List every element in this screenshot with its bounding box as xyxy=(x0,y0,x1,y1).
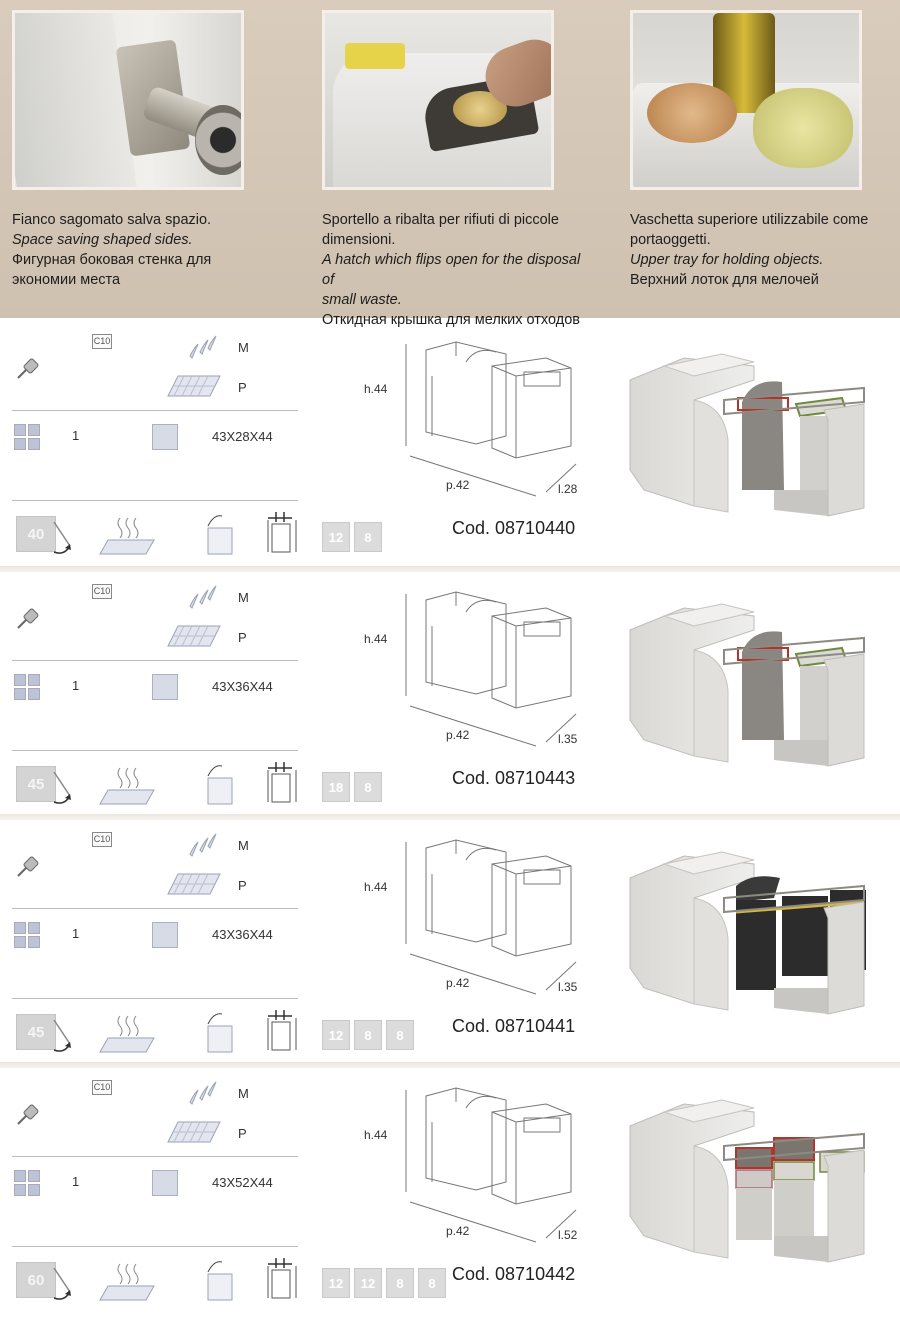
bin-frame-icon xyxy=(262,1256,302,1302)
lid-icon xyxy=(204,1010,236,1054)
product-row xyxy=(0,322,900,562)
feature-upper-tray xyxy=(630,10,892,290)
open-arrow-icon xyxy=(50,1018,76,1054)
feature-shaped-sides xyxy=(12,10,274,290)
open-arrow-icon xyxy=(50,520,76,556)
divider xyxy=(12,660,298,661)
depth-label: p.42 xyxy=(446,1224,470,1238)
capacity-badge: 45 xyxy=(16,1014,56,1050)
lid-icon xyxy=(204,512,236,556)
surface-grid-icon xyxy=(166,374,222,398)
box-dimensions: 43X36X44 xyxy=(212,927,273,942)
divider xyxy=(12,750,298,751)
product-code: Cod. 08710440 xyxy=(452,518,576,538)
brush-icon xyxy=(14,1100,42,1128)
dimension-sketch xyxy=(396,586,592,754)
caption-line: Space saving shaped sides. xyxy=(12,232,193,248)
package-icon xyxy=(14,424,40,450)
caption-line: Откидная крышка для мелких отходов xyxy=(322,312,580,328)
surface-grid-icon xyxy=(166,872,222,896)
feature-band xyxy=(0,0,900,328)
package-icon xyxy=(14,1170,40,1196)
height-label: h.44 xyxy=(364,632,388,646)
hinge-photo xyxy=(12,10,244,190)
surface-grid-icon xyxy=(166,1120,222,1144)
divider xyxy=(12,410,298,411)
brush-icon xyxy=(14,604,42,632)
box-icon xyxy=(152,1170,178,1196)
c10-icon: C10 xyxy=(92,1080,112,1095)
dimension-sketch xyxy=(396,1082,592,1250)
feature-caption xyxy=(12,210,274,290)
capacity-badge: 40 xyxy=(16,516,56,552)
waste-bin-product-image xyxy=(624,590,868,774)
open-arrow-icon xyxy=(50,1266,76,1302)
hatch-photo xyxy=(322,10,554,190)
caption-line: Верхний лоток для мелочей xyxy=(630,272,819,288)
product-code: Cod. 08710442 xyxy=(452,1264,576,1284)
dimension-sketch xyxy=(396,834,592,1002)
bin-frame-icon xyxy=(262,510,302,556)
bin-size-badge: 8 xyxy=(354,772,382,802)
box-icon xyxy=(152,424,178,450)
label-m: M xyxy=(238,1086,249,1101)
bin-size-badge: 12 xyxy=(322,1020,350,1050)
brush-icon xyxy=(14,852,42,880)
label-p: P xyxy=(238,380,247,395)
steam-icon xyxy=(98,514,158,556)
box-dimensions: 43X36X44 xyxy=(212,679,273,694)
product-row xyxy=(0,820,900,1060)
water-drops-icon xyxy=(184,830,220,860)
quantity: 1 xyxy=(72,678,80,693)
quantity: 1 xyxy=(72,1174,80,1189)
width-label: l.28 xyxy=(558,482,578,496)
steam-icon xyxy=(98,764,158,806)
bin-size-badge: 8 xyxy=(354,522,382,552)
bin-size-badge: 12 xyxy=(322,1268,350,1298)
capacity-badge: 45 xyxy=(16,766,56,802)
lid-icon xyxy=(204,762,236,806)
label-m: M xyxy=(238,590,249,605)
dimension-sketch xyxy=(396,336,592,504)
bin-size-badge: 8 xyxy=(386,1020,414,1050)
caption-line: экономии места xyxy=(12,272,121,288)
steam-icon xyxy=(98,1012,158,1054)
water-drops-icon xyxy=(184,582,220,612)
water-drops-icon xyxy=(184,332,220,362)
divider xyxy=(12,908,298,909)
depth-label: p.42 xyxy=(446,728,470,742)
bin-size-badge: 12 xyxy=(354,1268,382,1298)
width-label: l.52 xyxy=(558,1228,578,1242)
brush-icon xyxy=(14,354,42,382)
bin-size-badge: 12 xyxy=(322,522,350,552)
bin-size-badge: 8 xyxy=(418,1268,446,1298)
divider xyxy=(12,500,298,501)
width-label: l.35 xyxy=(558,980,578,994)
product-code: Cod. 08710441 xyxy=(452,1016,576,1036)
c10-icon: C10 xyxy=(92,334,112,349)
caption-line: A hatch which flips open for the disposal of xyxy=(322,252,581,288)
caption-line: Vaschetta superiore utilizzabile come xyxy=(630,212,869,228)
bin-size-badge: 8 xyxy=(354,1020,382,1050)
label-p: P xyxy=(238,630,247,645)
package-icon xyxy=(14,674,40,700)
height-label: h.44 xyxy=(364,382,388,396)
waste-bin-product-image xyxy=(624,340,868,524)
lid-icon xyxy=(204,1258,236,1302)
caption-line: Sportello a ribalta per rifiuti di piccole xyxy=(322,212,559,228)
box-icon xyxy=(152,922,178,948)
feature-caption xyxy=(630,210,892,290)
divider xyxy=(12,1246,298,1247)
feature-hatch xyxy=(322,10,584,330)
product-code: Cod. 08710443 xyxy=(452,768,576,788)
product-row xyxy=(0,572,900,812)
label-m: M xyxy=(238,838,249,853)
label-m: M xyxy=(238,340,249,355)
label-p: P xyxy=(238,1126,247,1141)
bin-frame-icon xyxy=(262,760,302,806)
depth-label: p.42 xyxy=(446,976,470,990)
steam-icon xyxy=(98,1260,158,1302)
waste-bin-product-image xyxy=(624,838,868,1022)
quantity: 1 xyxy=(72,926,80,941)
divider xyxy=(12,998,298,999)
caption-line: Upper tray for holding objects. xyxy=(630,252,824,268)
package-icon xyxy=(14,922,40,948)
tray-photo xyxy=(630,10,862,190)
open-arrow-icon xyxy=(50,770,76,806)
caption-line: portaoggetti. xyxy=(630,232,711,248)
product-row xyxy=(0,1068,900,1308)
height-label: h.44 xyxy=(364,880,388,894)
label-p: P xyxy=(238,878,247,893)
box-dimensions: 43X52X44 xyxy=(212,1175,273,1190)
caption-line: dimensioni. xyxy=(322,232,396,248)
caption-line: small waste. xyxy=(322,292,402,308)
box-dimensions: 43X28X44 xyxy=(212,429,273,444)
caption-line: Фигурная боковая стенка для xyxy=(12,252,212,268)
bin-size-badge: 18 xyxy=(322,772,350,802)
feature-caption xyxy=(322,210,584,330)
c10-icon: C10 xyxy=(92,584,112,599)
c10-icon: C10 xyxy=(92,832,112,847)
capacity-badge: 60 xyxy=(16,1262,56,1298)
bin-frame-icon xyxy=(262,1008,302,1054)
waste-bin-product-image xyxy=(624,1086,868,1270)
depth-label: p.42 xyxy=(446,478,470,492)
height-label: h.44 xyxy=(364,1128,388,1142)
caption-line: Fianco sagomato salva spazio. xyxy=(12,212,212,228)
water-drops-icon xyxy=(184,1078,220,1108)
bin-size-badge: 8 xyxy=(386,1268,414,1298)
width-label: l.35 xyxy=(558,732,578,746)
surface-grid-icon xyxy=(166,624,222,648)
quantity: 1 xyxy=(72,428,80,443)
box-icon xyxy=(152,674,178,700)
divider xyxy=(12,1156,298,1157)
